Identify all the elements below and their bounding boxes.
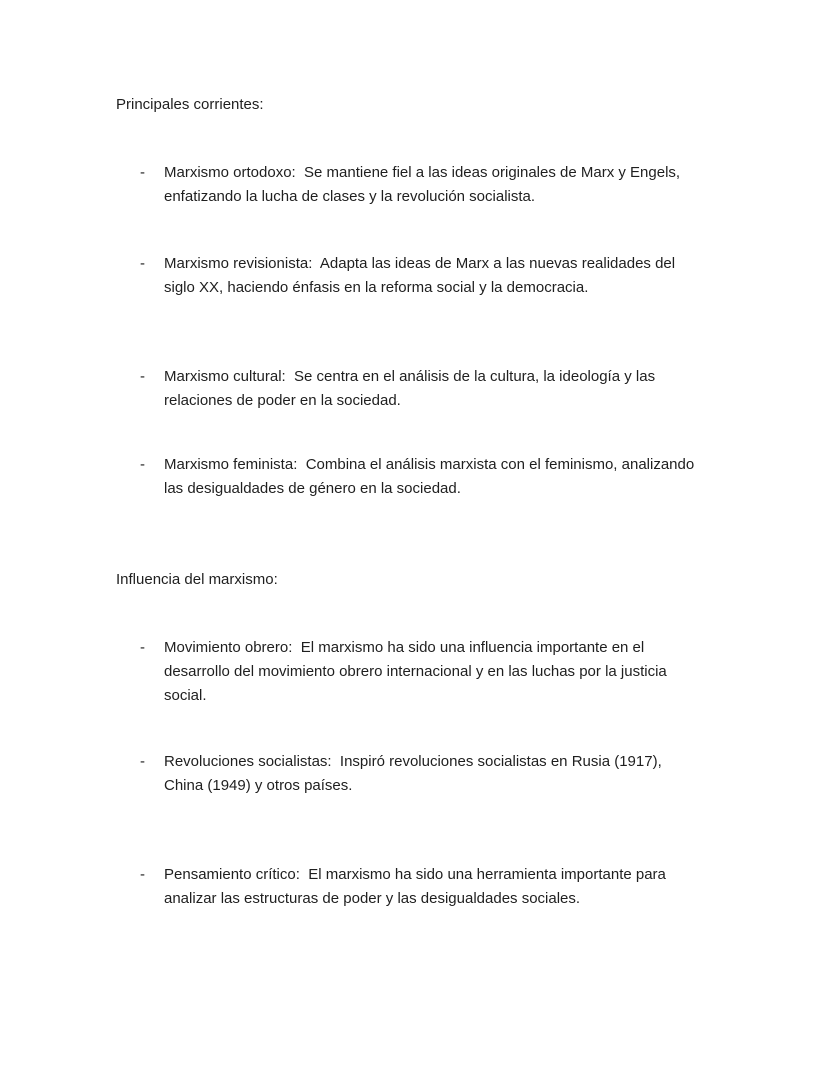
bullet-dash: - (140, 164, 145, 181)
list-item (140, 161, 698, 209)
list-item (140, 453, 698, 501)
bullet-dash: - (140, 255, 145, 272)
list-item (140, 863, 698, 911)
list-item (140, 636, 698, 708)
list-item-text: Pensamiento crítico: El marxismo ha sido una herramienta importante para analizar las estructuras de poder y las desigualdades sociales. (164, 866, 671, 907)
bullet-dash: - (140, 639, 145, 656)
list-item-text: Marxismo cultural: Se centra en el análisis de la cultura, la ideología y las relaciones de poder en la sociedad. (164, 368, 660, 409)
bullet-dash: - (140, 368, 145, 385)
list-item-text: Revoluciones socialistas: Inspiró revoluciones socialistas en Rusia (1917), China (1949) y otros países. (164, 753, 666, 794)
bullet-dash: - (140, 866, 145, 883)
list-item-text: Marxismo revisionista: Adapta las ideas de Marx a las nuevas realidades del siglo XX, haciendo énfasis en la reforma social y la democracia. (164, 255, 680, 296)
list-item-text: Movimiento obrero: El marxismo ha sido una influencia importante en el desarrollo del movimiento obrero internacional y en las luchas por la justicia social. (164, 639, 671, 704)
section-heading-principales-corrientes: Principales corrientes: (116, 96, 264, 113)
list-item (140, 252, 698, 300)
bullet-dash: - (140, 753, 145, 770)
list-item (140, 750, 698, 798)
list-item-text: Marxismo feminista: Combina el análisis marxista con el feminismo, analizando las desigualdades de género en la sociedad. (164, 456, 699, 497)
list-item-text: Marxismo ortodoxo: Se mantiene fiel a las ideas originales de Marx y Engels, enfatizando la lucha de clases y la revolución socialista. (164, 164, 685, 205)
section-heading-influencia-del-marxismo: Influencia del marxismo: (116, 571, 278, 588)
bullet-dash: - (140, 456, 145, 473)
list-item (140, 365, 698, 413)
